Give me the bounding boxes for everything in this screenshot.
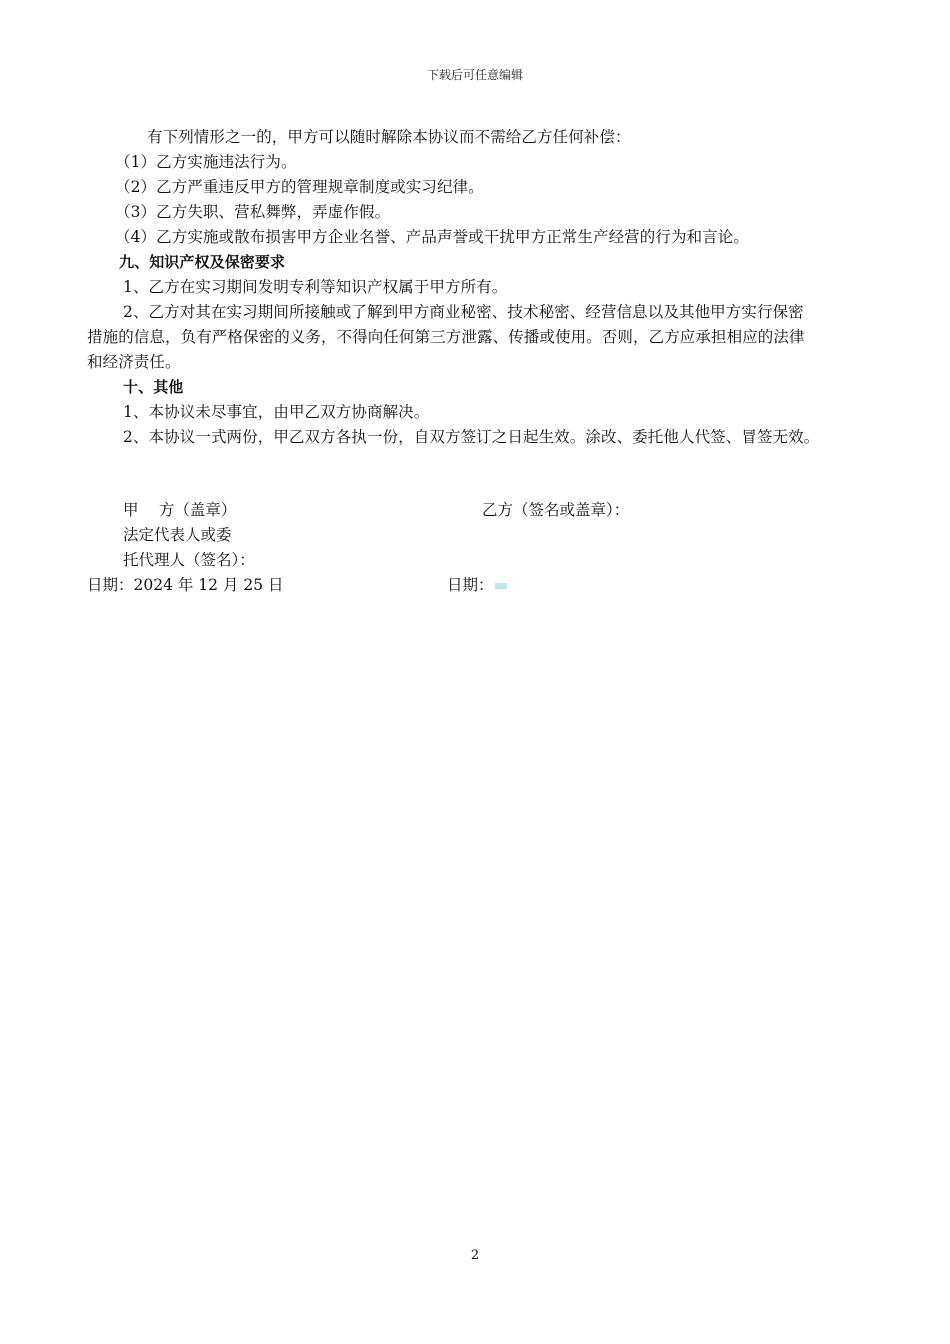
- confidentiality-clause-line-3: 和经济责任。: [87, 353, 181, 371]
- page-header: 下载后可任意编辑: [426, 68, 523, 82]
- page-number: 2: [470, 1248, 480, 1263]
- party-b-date-label: 日期：: [447, 576, 494, 594]
- termination-intro: 有下列情形之一的，甲方可以随时解除本协议而不需给乙方任何补偿：: [147, 128, 631, 146]
- section-10-heading: 十、其他: [123, 378, 184, 396]
- termination-item-2: （2）乙方严重违反甲方的管理规章制度或实习纪律。: [115, 178, 484, 196]
- termination-item-4: （4）乙方实施或散布损害甲方企业名誉、产品声誉或干扰甲方正常生产经营的行为和言论。: [115, 228, 749, 246]
- party-b-date: [447, 575, 507, 595]
- termination-item-1: （1）乙方实施违法行为。: [115, 153, 297, 171]
- party-a-seal-label: 甲 方（盖章）: [123, 501, 237, 519]
- ip-clause-1: 1、乙方在实习期间发明专利等知识产权属于甲方所有。: [123, 278, 508, 296]
- party-a-date: 日期：2024 年 12 月 25 日: [87, 576, 284, 594]
- party-a-rep-label-line-2: 托代理人（签名）：: [123, 551, 255, 569]
- termination-item-3: （3）乙方失职、营私舞弊，弄虚作假。: [115, 203, 391, 221]
- party-a-rep-label-line-1: 法定代表人或委: [123, 526, 232, 544]
- confidentiality-clause-line-1: 2、乙方对其在实习期间所接触或了解到甲方商业秘密、技术秘密、经营信息以及其他甲方实行保密: [123, 303, 804, 321]
- other-clause-1: 1、本协议未尽事宜，由甲乙双方协商解决。: [123, 403, 430, 421]
- confidentiality-clause-line-2: 措施的信息，负有严格保密的义务，不得向任何第三方泄露、传播或使用。否则，乙方应承担相应的法律: [87, 328, 805, 346]
- section-9-heading: 九、知识产权及保密要求: [119, 253, 286, 271]
- other-clause-2: 2、本协议一式两份，甲乙双方各执一份，自双方签订之日起生效。涂改、委托他人代签、冒签无效。: [123, 428, 820, 446]
- date-field-placeholder[interactable]: [495, 583, 507, 589]
- party-b-sign-label: 乙方（签名或盖章）：: [482, 501, 630, 519]
